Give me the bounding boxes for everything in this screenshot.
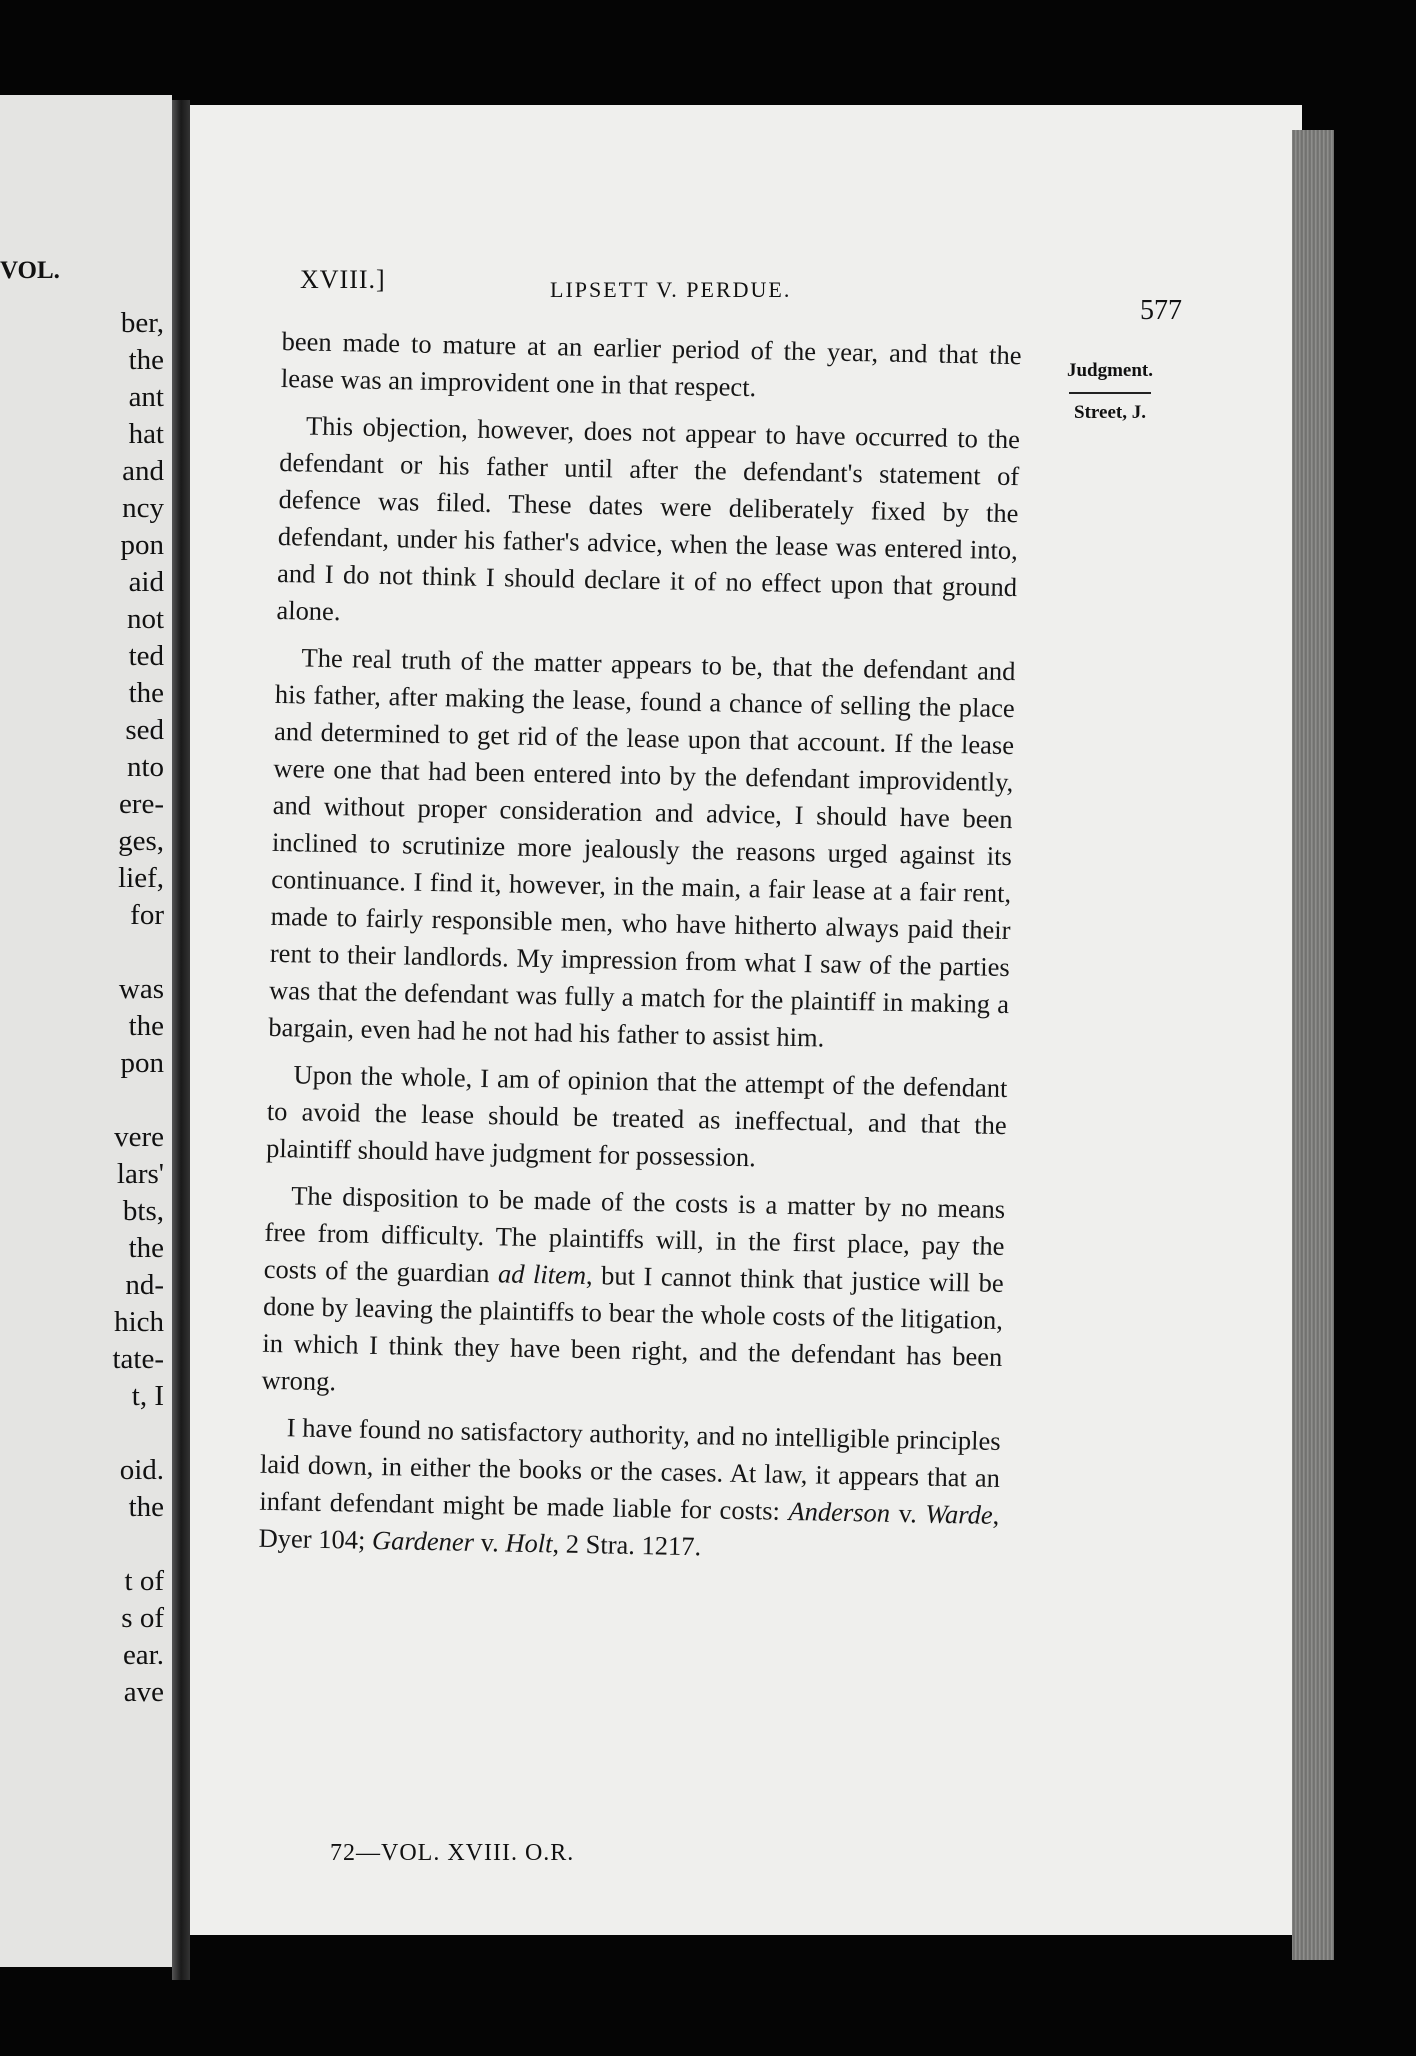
left-page-fragment [112, 1415, 164, 1452]
paragraph-6-text-e: , Dyer 104; [258, 1499, 1000, 1555]
left-page-fragment: pon [120, 529, 164, 561]
left-page-fragment: ave [123, 1676, 164, 1708]
case-name-anderson: Anderson [788, 1495, 891, 1528]
left-page-fragment: nto [126, 751, 164, 783]
paragraph-5-text-a: The disposition to be made of the costs is a matter by no means free from difficulty. The plaintiffs will, in the first place, pay the costs of the guardian [263, 1180, 1006, 1289]
left-page-fragment: was [118, 973, 164, 1005]
left-page-fragment: the [128, 677, 164, 709]
paragraph-6-text-g: v. [473, 1526, 506, 1558]
left-page-fragment: vere [114, 1121, 164, 1153]
margin-note-label: Judgment. [1066, 360, 1154, 381]
left-page-fragment: ant [128, 381, 164, 413]
paragraph-2: This objection, however, does not appear to have occurred to the defendant or his father until after the defendant's statement of defence was filed. These dates were deliberately fixed by the defendant, under his father's advice, when the lease was entered into, and I do not think I should declare it of no effect upon that ground alone. [276, 410, 1021, 627]
book-gutter [172, 100, 190, 1980]
case-name-warde: Warde [925, 1498, 993, 1530]
left-page-fragment: t, I [131, 1380, 164, 1412]
left-page-fragment: ted [128, 640, 164, 672]
paragraph-5 [261, 1177, 1005, 1413]
left-page-fragment [112, 1082, 164, 1119]
case-name-holt: Holt [505, 1527, 553, 1559]
paragraph-3: The real truth of the matter appears to be, that the defendant and his father, after making the lease, found a chance of selling the place and determined to get rid of the lease upon that account. If the lease were one that had been entered into by the defendant improvidently, and without proper consideration and advice, I should have been inclined to scrutinize more jealously the reasons urged against its continuance. I find it, however, in the main, a fair lease at a fair rent, made to fairly responsible men, who have hitherto always paid their rent to their landlords. My impression from what I saw of the parties was that the defendant was fully a match for the plaintiff in making a bargain, even had he not had his father to assist him. [268, 642, 1016, 1053]
case-name-gardener: Gardener [371, 1524, 475, 1557]
left-page-fragment: for [130, 899, 164, 931]
running-head-volume: XVIII.] [300, 265, 386, 294]
body-text [258, 323, 1022, 1581]
page-number: 577 [1140, 295, 1182, 326]
left-page-fragment: ber, [120, 307, 164, 339]
margin-note-judge: Street, J. [1074, 402, 1146, 423]
left-page-fragment [112, 934, 164, 971]
footer-signature: 72—VOL. XVIII. O.R. [330, 1840, 575, 1866]
page-edges [1292, 130, 1334, 1960]
left-page-fragment: lars' [116, 1158, 164, 1190]
margin-note-rule [1069, 392, 1151, 394]
left-page-fragment: ear. [122, 1639, 164, 1671]
left-page-fragment: aid [128, 566, 164, 598]
paragraph-4: Upon the whole, I am of opinion that the attempt of the defendant to avoid the lease should be treated as ineffectual, and that the plaintiff should have judgment for possession. [265, 1059, 1008, 1173]
paragraph-5-text-c: , but I cannot think that justice will be done by leaving the plaintiffs to bear the whole costs of the litigation, in which I think they have been right, and the defendant has been wrong. [261, 1260, 1004, 1397]
left-page-fragment: pon [120, 1047, 164, 1079]
left-page-fragment: sed [125, 714, 164, 746]
running-head [300, 265, 1180, 305]
left-page-fragment: the [128, 1010, 164, 1042]
left-page-fragment: lief, [118, 862, 164, 894]
left-page-fragment: bts, [122, 1195, 164, 1227]
right-page [190, 105, 1302, 1935]
left-page-fragment [112, 1526, 164, 1563]
left-page-header: VOL. [0, 257, 60, 284]
paragraph-6-text-i: , 2 Stra. 1217. [552, 1528, 702, 1562]
left-page [0, 95, 172, 1967]
paragraph-5-italic: ad litem [497, 1258, 587, 1291]
left-page-fragment: ere- [118, 788, 164, 820]
left-page-fragments [112, 305, 164, 1711]
left-page-fragment: t of [124, 1565, 164, 1597]
left-page-fragment: not [126, 603, 164, 635]
left-page-fragment: the [128, 1491, 164, 1523]
left-page-fragment: and [122, 455, 164, 487]
margin-note [1050, 360, 1170, 424]
left-page-fragment: hich [114, 1306, 164, 1338]
paragraph-6-text-a: I have found no satisfactory authority, and no intelligible principles laid down, in either the books or the cases. At law, it appears that an infant defendant might be made liable for costs: [259, 1412, 1001, 1526]
left-page-fragment: nd- [125, 1269, 164, 1301]
left-page-fragment: ncy [122, 492, 164, 524]
paragraph-1: been made to mature at an earlier period of the year, and that the lease was an improvident one in that respect. [280, 325, 1022, 403]
left-page-fragment: the [128, 1232, 164, 1264]
paragraph-6 [258, 1409, 1001, 1571]
paragraph-6-text-c: v. [889, 1497, 926, 1529]
left-page-fragment: hat [128, 418, 164, 450]
left-page-fragment: tate- [112, 1343, 164, 1375]
left-page-fragment: ges, [118, 825, 164, 857]
left-page-fragment: oid. [119, 1454, 164, 1486]
running-head-title: LIPSETT V. PERDUE. [550, 277, 792, 302]
left-page-fragment: the [128, 344, 164, 376]
left-page-fragment: s of [121, 1602, 164, 1634]
